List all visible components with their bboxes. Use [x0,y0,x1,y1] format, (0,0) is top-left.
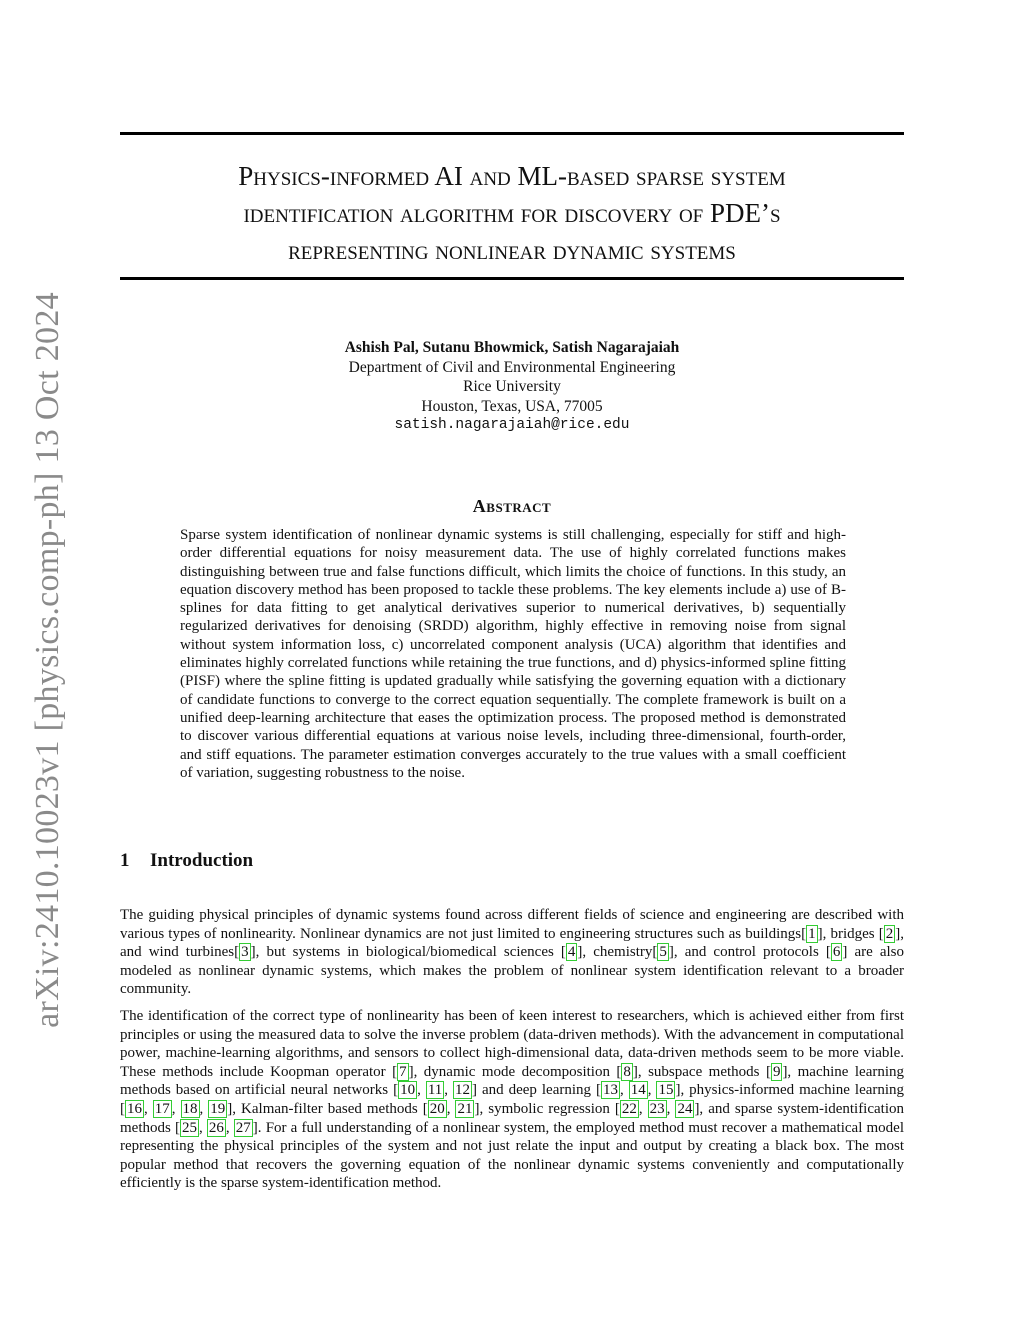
citation-separator: , [444,1082,453,1099]
citation-separator: , [199,1100,209,1117]
section-number: 1 [120,850,130,871]
author-university: Rice University [463,378,561,395]
citation-link[interactable]: 14 [630,1082,646,1099]
citation-link[interactable]: 6 [832,944,841,961]
author-email[interactable]: satish.nagarajaiah@rice.edu [394,417,630,433]
paragraph-text: ], Kalman-filter based methods [ [227,1100,428,1117]
section-heading [120,850,253,872]
citation-separator: , [666,1100,676,1117]
section-title: Introduction [150,850,254,871]
paragraph-text: ], bridges [ [817,925,884,942]
citation-link[interactable]: 23 [649,1100,665,1117]
citation-separator: , [620,1082,629,1099]
paragraph-text: ], but systems in biological/biomedical sciences [ [250,944,566,961]
citation-link[interactable]: 1 [808,925,816,942]
citation-link[interactable]: 13 [603,1082,618,1099]
citation-separator: , [638,1100,648,1117]
paragraph-text: ], physics-informed machine learning [ [120,1082,905,1117]
citation-link[interactable]: 16 [127,1100,142,1117]
arxiv-identifier: arXiv:2410.10023v1 [physics.comp-ph] 13 Oct 2024 [29,292,66,1028]
citation-link[interactable]: 4 [567,944,576,961]
citation-link[interactable]: 27 [235,1119,251,1136]
paragraph-text: ], machine learning methods based on artificial neural networks [ [120,1063,905,1099]
paragraph-text: The guiding physical principles of dynamic systems found across different fields of science and engineering are described with various types of nonlinearity. Nonlinear dynamics are not just limited to engineering structures such as buildings[ [120,907,904,942]
paragraph-text: ]. For a full understanding of a nonlinear system, the employed method must recover a mathematical model representing the physical principles of the system and not just relate the input and output by creating a black box. The most popular method that recovers the governing equation of the nonlinear dynamic systems conveniently and computationally efficiently is the sparse system-identification method. [120,1119,905,1192]
citation-link[interactable]: 19 [210,1100,226,1117]
paragraph-text: ] and deep learning [ [472,1082,601,1099]
paragraph-text: ], subspace methods [ [632,1063,771,1080]
title-line: Physics-informed AI and ML-based sparse system [238,161,786,191]
author-location: Houston, Texas, USA, 77005 [421,397,603,415]
citation-separator: , [144,1100,153,1117]
paragraph-text: ], symbolic regression [ [474,1100,620,1117]
citation-separator: , [647,1082,657,1099]
title-line: identification algorithm for discovery of PDE’s [243,198,781,228]
intro-paragraph-2 [120,1007,904,1193]
citation-link[interactable]: 2 [885,925,894,942]
citation-link[interactable]: 26 [208,1119,224,1136]
citation-separator: , [198,1119,207,1136]
citation-separator: , [171,1100,181,1117]
paragraph-text: ], and control protocols [ [668,944,831,961]
citation-link[interactable]: 12 [455,1082,470,1099]
citation-link[interactable]: 8 [623,1063,631,1080]
author-names: Ashish Pal, Sutanu Bhowmick, Satish Nagarajaiah [344,339,680,356]
author-block [120,338,904,436]
citation-link[interactable]: 25 [181,1119,197,1136]
abstract-heading: Abstract [472,496,552,516]
citation-link[interactable]: 3 [241,944,249,961]
abstract-text: Sparse system identification of nonlinear dynamic systems is still challenging, especially for stiff and high-order differential equations for noisy measurement data. The use of highly correlated functions makes distinguishing between true and false functions difficult, which limits the choice of functions. In this study, an equation discovery method has been proposed to tackle these problems. The key elements include a) use of B-splines for data fitting to get analytical derivatives superior to numerical derivatives, b) sequentially regularized derivatives for denoising (SRDD) algorithm, highly effective in removing noise from signal without system information loss, c) uncorrelated component analysis (UCA) algorithm that identifies and eliminates highly correlated functions while retaining the true functions, and d) physics-informed spline fitting (PISF) where the spline fitting is updated gradually while satisfying the governing equation with a dictionary of candidate functions to converge to the correct equation sequentially. The complete framework is built on a unified deep-learning architecture that eases the optimization process. The proposed method is demonstrated to discover various differential equations at various noise levels, including three-dimensional, fourth-order, and stiff equations. The parameter estimation converges accurately to the true values with a small coefficient of variation, suggesting robustness to the noise. [180,527,846,781]
title-bottom-rule [120,277,904,280]
citation-link[interactable]: 24 [677,1100,693,1117]
paragraph-text: ], chemistry[ [577,944,658,961]
title-top-rule [120,132,904,135]
title-line: representing nonlinear dynamic systems [288,235,736,265]
citation-separator: , [225,1119,234,1136]
citation-link[interactable]: 18 [182,1100,198,1117]
paragraph-text: ], dynamic mode decomposition [ [408,1063,622,1080]
citation-link[interactable]: 15 [658,1082,674,1099]
paragraph-text: The identification of the correct type of nonlinearity has been of keen interest to researchers, which is achieved either from first principles or using the measured data to solve the inverse problem (data-driven methods). With the advancement in computational power, machine-learning algorithms, and sensors to collect high-dimensional data, data-driven methods seem to be more viable. These methods include Koopman operator [ [120,1008,904,1080]
citation-link[interactable]: 20 [429,1100,445,1117]
citation-separator: , [446,1100,456,1117]
citation-link[interactable]: 17 [154,1100,170,1117]
paragraph-text: ] are also modeled as nonlinear dynamic systems, which makes the problem of nonlinear system identification relevant to a broader community. [120,944,904,998]
citation-separator: , [417,1082,426,1099]
citation-link[interactable]: 9 [772,1063,781,1080]
paragraph-text: ], and sparse system-identification methods [ [120,1100,905,1136]
citation-link[interactable]: 10 [400,1082,416,1099]
paragraph-text: ], and wind turbines[ [120,925,904,961]
citation-link[interactable]: 7 [399,1063,407,1080]
citation-link[interactable]: 11 [427,1082,443,1099]
citation-link[interactable]: 5 [659,944,667,961]
citation-link[interactable]: 22 [621,1100,637,1117]
citation-link[interactable]: 21 [457,1100,473,1117]
intro-paragraph-1 [120,906,904,999]
paper-title [120,158,904,269]
author-department: Department of Civil and Environmental Engineering [348,358,676,376]
